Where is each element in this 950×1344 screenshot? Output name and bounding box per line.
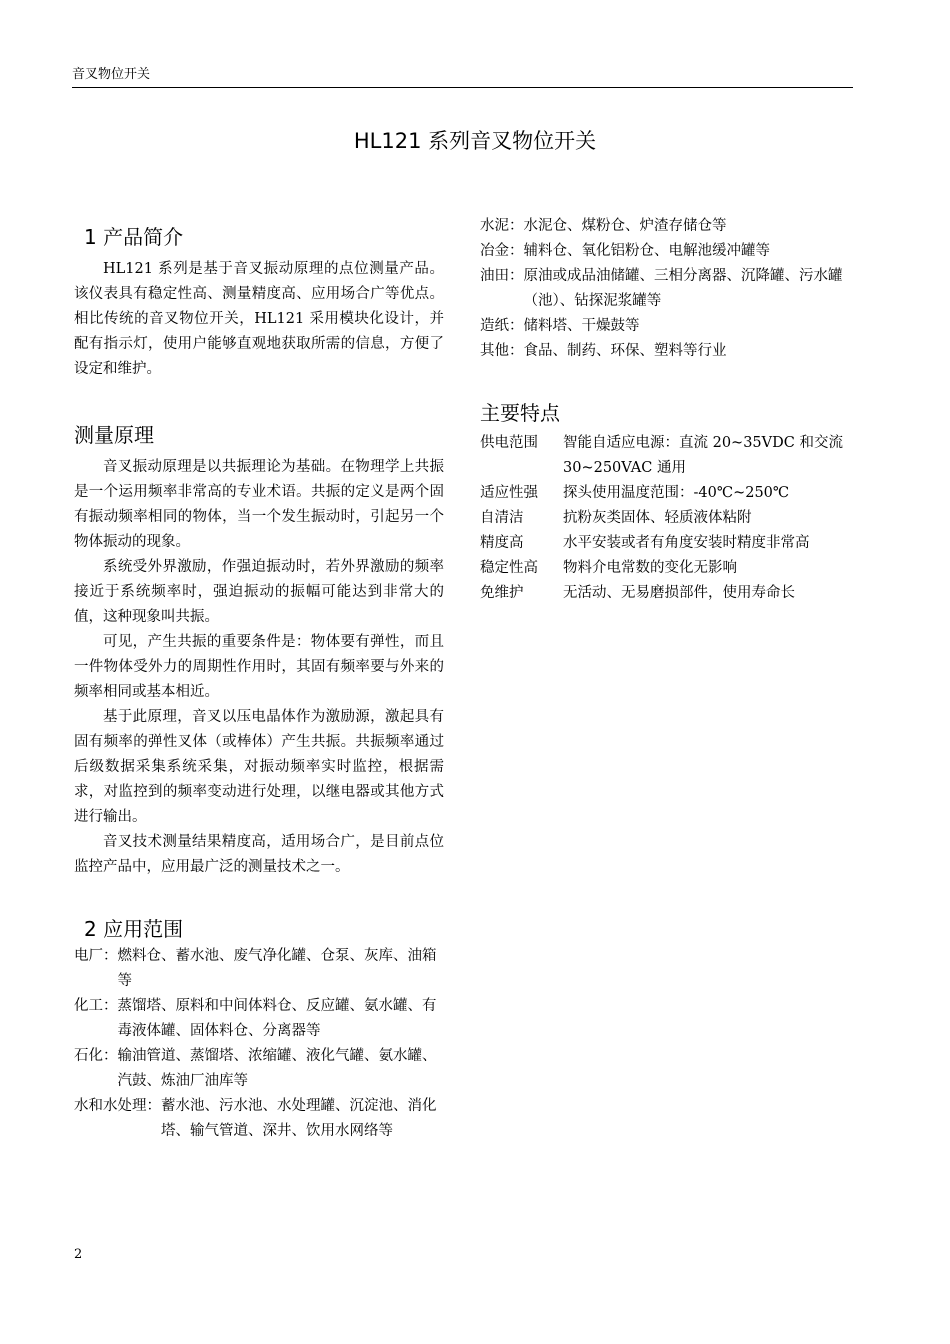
application-value: 输油管道、蒸馏塔、浓缩罐、液化气罐、氨水罐、汽鼓、炼油厂油库等: [117, 1048, 437, 1089]
application-key: 水泥：: [480, 218, 524, 234]
application-item: [480, 214, 860, 239]
application-item: [480, 339, 860, 364]
feature-value: 无活动、无易磨损部件，使用寿命长: [563, 585, 795, 601]
feature-value: 抗粉灰类固体、轻质液体粘附: [563, 510, 752, 526]
feature-key: 供电范围: [480, 435, 538, 451]
application-value: 食品、制药、环保、塑料等行业: [523, 343, 727, 359]
application-value: 水泥仓、煤粉仓、炉渣存储仓等: [523, 218, 727, 234]
application-item: [480, 264, 860, 314]
application-item: [74, 994, 444, 1044]
application-key: 油田：: [480, 268, 524, 284]
application-key: 其他：: [480, 343, 524, 359]
feature-value: 物料介电常数的变化无影响: [563, 560, 737, 576]
feature-key: 适应性强: [480, 485, 538, 501]
section-heading-intro: 1 产品简介: [84, 225, 184, 249]
application-value: 储料塔、干燥鼓等: [523, 318, 640, 334]
section-heading-principle: 测量原理: [74, 423, 154, 447]
application-key: 石化：: [74, 1048, 118, 1064]
feature-key: 自清洁: [480, 510, 524, 526]
page-number: 2: [74, 1247, 83, 1262]
application-item: [74, 1044, 444, 1094]
application-item: [480, 239, 860, 264]
application-value: 蒸馏塔、原料和中间体料仓、反应罐、氨水罐、有毒液体罐、固体料仓、分离器等: [117, 998, 437, 1039]
application-key: 化工：: [74, 998, 118, 1014]
principle-paragraph-4: 基于此原理，音叉以压电晶体作为激励源，激起具有固有频率的弹性叉体（或棒体）产生共振。共振频率通过后级数据采集系统采集，对振动频率实时监控，根据需求，对监控到的频率变动进行处理，以继电器或其他方式进行输出。: [74, 709, 444, 825]
principle-paragraph-2: 系统受外界激励，作强迫振动时，若外界激励的频率接近于系统频率时，强迫振动的振幅可能达到非常大的值，这种现象叫共振。: [74, 559, 444, 625]
application-item: [480, 314, 860, 339]
application-item: [74, 944, 444, 994]
application-key: 水和水处理：: [74, 1098, 161, 1114]
running-header: 音叉物位开关: [72, 67, 151, 82]
feature-row: [480, 431, 860, 481]
left-column: [74, 222, 444, 1144]
feature-key: 免维护: [480, 585, 524, 601]
document-title: HL121 系列音叉物位开关: [353, 129, 597, 153]
feature-value: 水平安装或者有角度安装时精度非常高: [563, 535, 810, 551]
section-heading-applications: 2 应用范围: [84, 917, 184, 941]
principle-paragraph-3: 可见，产生共振的重要条件是：物体要有弹性，而且一件物体受外力的周期性作用时，其固有频率要与外来的频率相同或基本相近。: [74, 634, 444, 700]
feature-value: 探头使用温度范围：-40℃~250℃: [563, 485, 790, 501]
feature-row: [480, 531, 860, 556]
feature-row: [480, 506, 860, 531]
principle-paragraph-1: 音叉振动原理是以共振理论为基础。在物理学上共振是一个运用频率非常高的专业术语。共振的定义是两个固有振动频率相同的物体，当一个发生振动时，引起另一个物体振动的现象。: [74, 459, 444, 550]
feature-row: [480, 556, 860, 581]
application-value: 辅料仓、氧化铝粉仓、电解池缓冲罐等: [523, 243, 770, 259]
application-key: 冶金：: [480, 243, 524, 259]
application-value: 原油或成品油储罐、三相分离器、沉降罐、污水罐（池）、钻探泥浆罐等: [523, 268, 843, 309]
feature-key: 稳定性高: [480, 560, 538, 576]
intro-paragraph: HL121 系列是基于音叉振动原理的点位测量产品。该仪表具有稳定性高、测量精度高、应用场合广等优点。相比传统的音叉物位开关，HL121 采用模块化设计，并配有指示灯，使用户能够直观地获取所需的信息，方便了设定和维护。: [74, 261, 444, 377]
feature-key: 精度高: [480, 535, 524, 551]
feature-value: 智能自适应电源：直流 20~35VDC 和交流 30~250VAC 通用: [563, 435, 843, 476]
header-rule: [72, 87, 853, 88]
application-item: [74, 1094, 444, 1144]
feature-row: [480, 581, 860, 606]
application-value: 蓄水池、污水池、水处理罐、沉淀池、消化塔、输气管道、深井、饮用水网络等: [161, 1098, 437, 1139]
application-value: 燃料仓、蓄水池、废气净化罐、仓泵、灰库、油箱等: [117, 948, 437, 989]
application-key: 造纸：: [480, 318, 524, 334]
application-key: 电厂：: [74, 948, 118, 964]
principle-paragraph-5: 音叉技术测量结果精度高，适用场合广，是目前点位监控产品中，应用最广泛的测量技术之一。: [74, 834, 444, 875]
right-column: [480, 214, 860, 606]
section-heading-features: 主要特点: [480, 401, 560, 425]
feature-row: [480, 481, 860, 506]
